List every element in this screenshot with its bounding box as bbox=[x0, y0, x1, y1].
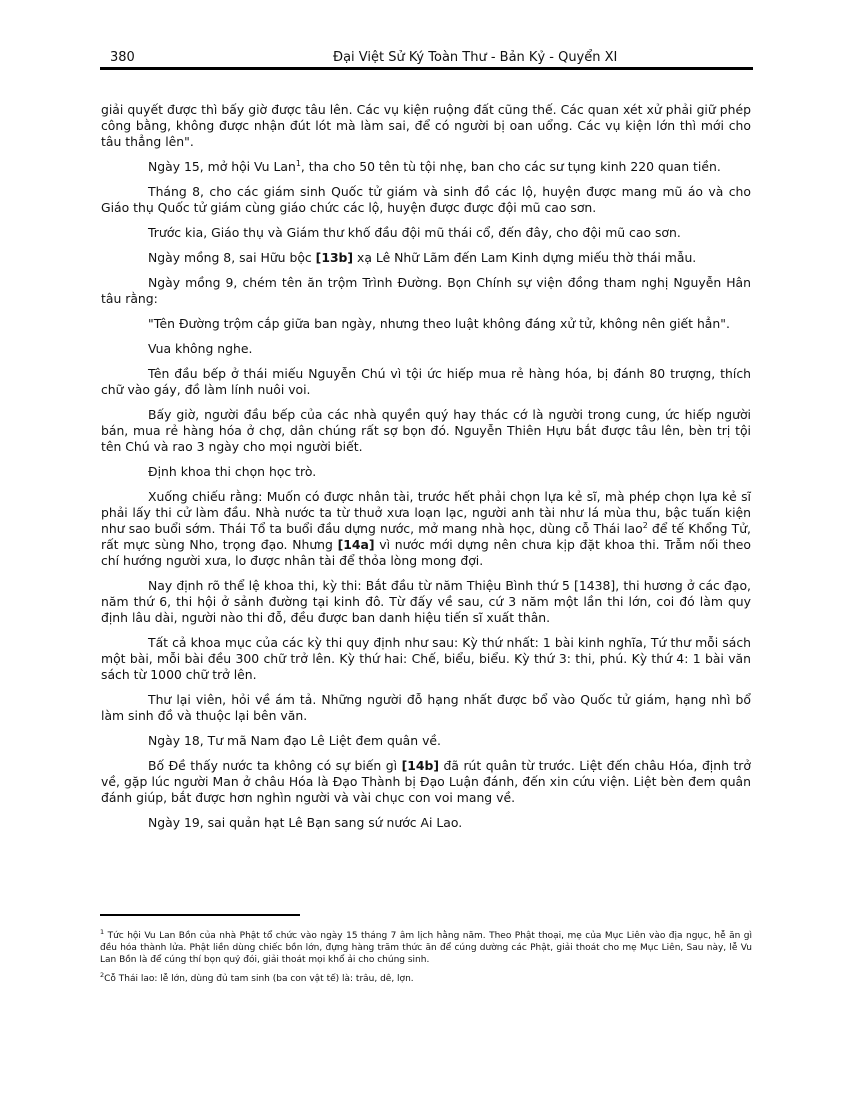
page-marker: [14b] bbox=[401, 758, 440, 773]
footnote: $^1$ Tức hội Vu Lan Bồn của nhà Phật tổ chức vào ngày 15 tháng 7 âm lịch hằng năm. Theo Phật thoại, mẹ của Mục Liên vào địa ngục, hễ ăn gì đều hóa thành lửa. Phật liền dùng chiếc bồn lớn, đựng hàng trăm thức ăn để cúng dường các Phật, giải thoát cho mẹ Mục Liên, Sau này, lễ Vu Lan Bồn là để cúng thí bọn quỷ đói, giải thoát mọi khổ ải cho chúng sinh. bbox=[100, 928, 752, 965]
page-number: 380 bbox=[110, 50, 135, 65]
paragraph: Định khoa thi chọn học trò. bbox=[148, 464, 317, 479]
footnote-ref[interactable]: 1 bbox=[295, 158, 301, 168]
footnote-number: 2 bbox=[100, 971, 105, 979]
page-marker: [14a] bbox=[337, 537, 375, 552]
footnote: $^2$Cỗ Thái lao: lễ lớn, dùng đủ tam sinh (ba con vật tế) là: trâu, dê, lợn. bbox=[100, 971, 414, 984]
paragraph: Ngày 18, Tư mã Nam đạo Lê Liệt đem quân về. bbox=[148, 733, 441, 748]
quote-paragraph: "Tên Đường trộm cắp giữa ban ngày, nhưng theo luật không đáng xử tử, không nên giết hẳn". bbox=[148, 316, 730, 331]
footnotes bbox=[100, 930, 752, 992]
paragraph: Bấy giờ, người đầu bếp của các nhà quyền quý hay thác cớ là người trong cung, ức hiếp người bán, mua rẻ hàng hóa ở chợ, dân chúng rất sợ bọn đó. Nguyễn Thiên Hựu bắt được tâu lên, bèn trị tội tên Chú và rao 3 ngày cho mọi người biết. bbox=[101, 407, 751, 454]
paragraph: Trước kia, Giáo thụ và Giám thư khố đầu đội mũ thái cổ, đến đây, cho đội mũ cao sơn. bbox=[148, 225, 681, 240]
paragraph: Bố Đề thấy nước ta không có sự biến gì [14b] đã rút quân từ trước. Liệt đến châu Hóa, định trở về, gặp lúc người Man ở châu Hóa là Đạo Thành bị Đạo Luận đánh, đến xin cứu viện. Liệt bèn đem quân đánh giúp, bắt được hơn nghìn người và vài chục con voi mang về. bbox=[101, 758, 751, 805]
paragraph: Ngày mồng 9, chém tên ăn trộm Trình Đường. Bọn Chính sự viện đồng tham nghị Nguyễn Hân tâu rằng: bbox=[101, 275, 751, 306]
footnote-number: 1 bbox=[100, 928, 105, 936]
paragraph: Nay định rõ thể lệ khoa thi, kỳ thi: Bắt đầu từ năm Thiệu Bình thứ 5 [1438], thi hương ở các đạo, năm thứ 6, thi hội ở sảnh đường tại kinh đô. Từ đấy về sau, cứ 3 năm một lần thi lớn, coi đó làm quy định lâu dài, người nào thi đỗ, đều được ban danh hiệu tiến sĩ xuất thân. bbox=[101, 578, 751, 625]
paragraph: Ngày 15, mở hội Vu Lan$^1$, tha cho 50 tên tù tội nhẹ, ban cho các sư tụng kinh 220 quan tiền. bbox=[148, 158, 721, 174]
paragraph: Tháng 8, cho các giám sinh Quốc tử giám và sinh đồ các lộ, huyện được mang mũ áo và cho Giáo thụ Quốc tử giám cùng giáo chức các lộ, huyện được được đội mũ cao sơn. bbox=[101, 184, 751, 215]
footnote-rule bbox=[100, 914, 300, 916]
paragraph: Tên đầu bếp ở thái miếu Nguyễn Chú vì tội ức hiếp mua rẻ hàng hóa, bị đánh 80 trượng, thích chữ vào gáy, đồ làm lính nuôi voi. bbox=[101, 366, 751, 397]
paragraph: Thư lại viên, hỏi về ám tả. Những người đỗ hạng nhất được bổ vào Quốc tử giám, hạng nhì bổ làm sinh đồ và thuộc lại bên văn. bbox=[101, 692, 751, 723]
footnote-ref[interactable]: 2 bbox=[642, 520, 648, 530]
page-marker: [13b] bbox=[315, 250, 354, 265]
running-title: Đại Việt Sử Ký Toàn Thư - Bản Kỷ - Quyển XI bbox=[333, 50, 618, 65]
paragraph: Xuống chiếu rằng: Muốn có được nhân tài, trước hết phải chọn lựa kẻ sĩ, mà phép chọn lựa kẻ sĩ phải lấy thi cử làm đầu. Nhà nước ta từ thuở xưa loạn lạc, người anh tài như lá mùa thu, bậc tuấn kiện như sao buổi sớm. Thái Tổ ta buổi đầu dựng nước, mở mang nhà học, dùng cỗ Thái lao$^2$ để tế Khổng Tử, rất mực sùng Nho, trọng đạo. Nhưng [14a] vì nước mới dựng nên chưa kịp đặt khoa thi. Trẫm nối theo chí hướng người xưa, lo được nhân tài để thỏa lòng mong đợi. bbox=[101, 489, 752, 568]
paragraph: Ngày 19, sai quản hạt Lê Bạn sang sứ nước Ai Lao. bbox=[148, 815, 463, 830]
paragraph: Vua không nghe. bbox=[148, 341, 253, 356]
paragraph: Ngày mồng 8, sai Hữu bộc [13b] xạ Lê Nhữ Lãm đến Lam Kinh dựng miếu thờ thái mẫu. bbox=[148, 250, 697, 265]
paragraph: giải quyết được thì bấy giờ được tâu lên. Các vụ kiện ruộng đất cũng thế. Các quan xét xử phải giữ phép công bằng, không được nhận đút lót mà làm sai, để có người bị oan uổng. Các vụ kiện lớn thì mới cho tâu thẳng lên". bbox=[101, 102, 751, 149]
paragraph: Tất cả khoa mục của các kỳ thi quy định như sau: Kỳ thứ nhất: 1 bài kinh nghĩa, Tứ thư mỗi sách một bài, mỗi bài đều 300 chữ trở lên. Kỳ thứ hai: Chế, biểu, biểu. Kỳ thứ 3: thi, phú. Kỳ thứ 4: 1 bài văn sách từ 1000 chữ trở lên. bbox=[101, 635, 751, 682]
header-rule bbox=[100, 67, 753, 70]
body-text bbox=[101, 102, 751, 840]
page-header bbox=[100, 50, 753, 68]
